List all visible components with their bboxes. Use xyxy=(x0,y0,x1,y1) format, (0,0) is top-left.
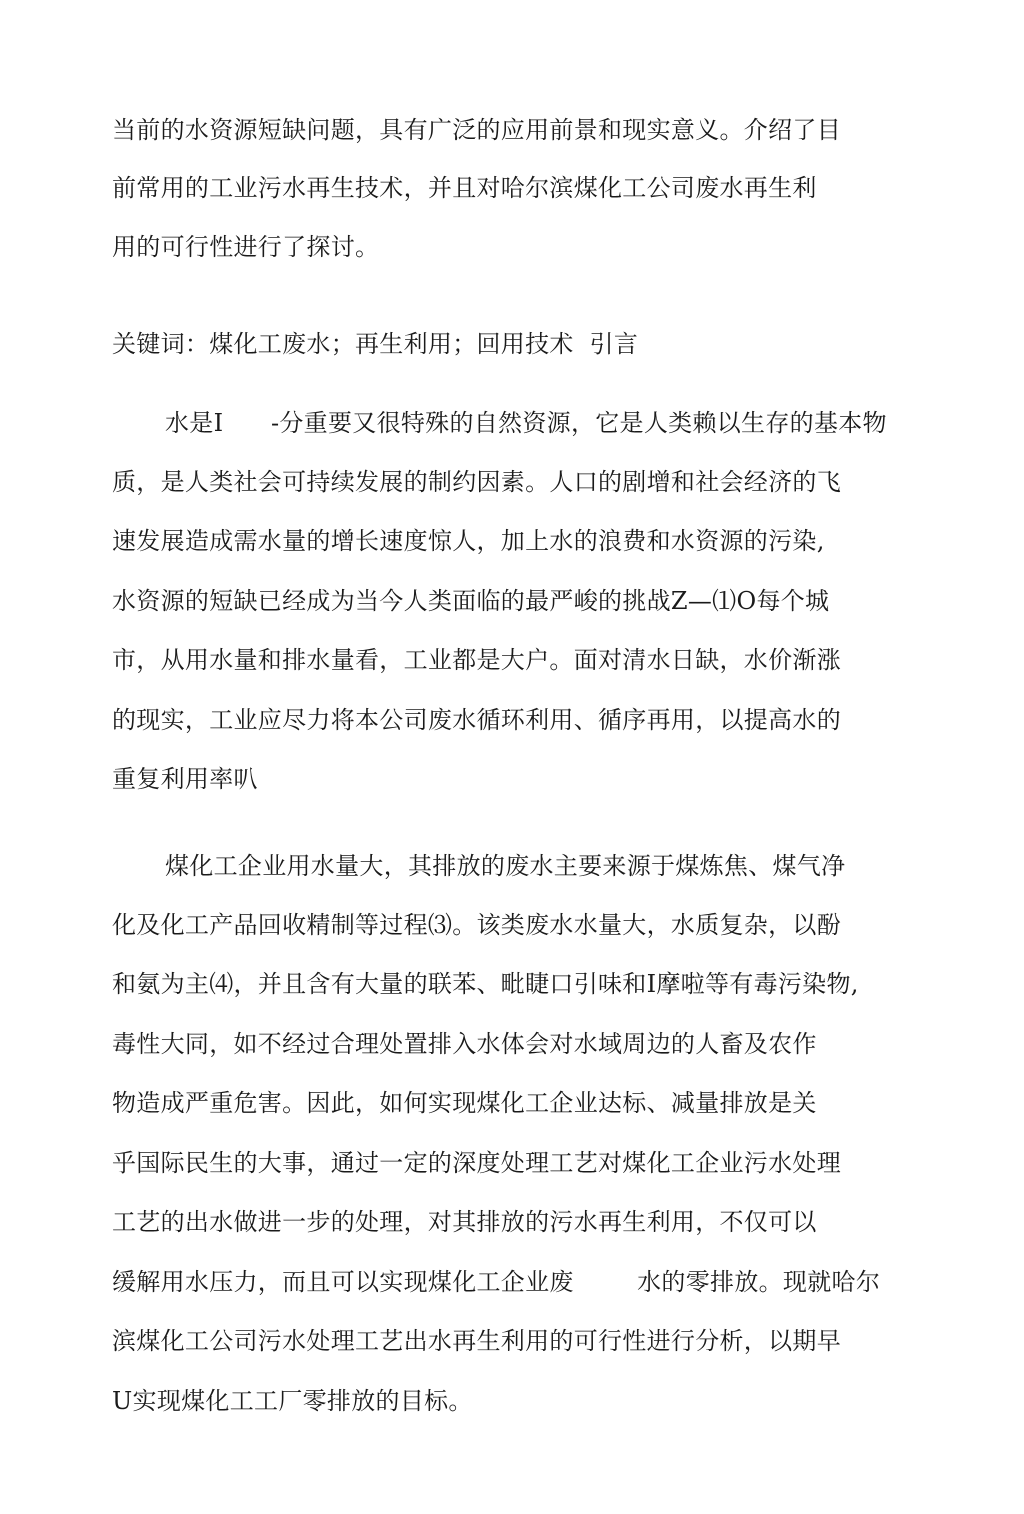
keywords-line: 关键词：煤化工废水；再生利用；回用技术 引言 xyxy=(112,330,639,358)
paragraph-line: 滨煤化工公司污水处理工艺出水再生利用的可行性进行分析，以期早 xyxy=(112,1327,841,1355)
paragraph-line: 化及化工产品回收精制等过程⑶。该类废水水量大，水质复杂，以酚 xyxy=(112,911,841,939)
paragraph-line: 质，是人类社会可持续发展的制约因素。人口的剧增和社会经济的飞 xyxy=(112,468,841,496)
paragraph-line: U实现煤化工工厂零排放的目标。 xyxy=(112,1387,473,1415)
paragraph-line: 缓解用水压力，而且可以实现煤化工企业废 水的零排放。现就哈尔 xyxy=(112,1268,881,1296)
paragraph-line: 和氨为主⑷，并且含有大量的联苯、毗睫口引味和I摩啦等有毒污染物, xyxy=(112,970,859,998)
abstract-line: 当前的水资源短缺问题，具有广泛的应用前景和现实意义。介绍了目 xyxy=(112,116,841,144)
paragraph-line: 速发展造成需水量的增长速度惊人，加上水的浪费和水资源的污染, xyxy=(112,527,825,555)
paragraph-line: 水是I -分重要又很特殊的自然资源，它是人类赖以生存的基本物 xyxy=(165,409,887,437)
paragraph-line: 重复利用率叭 xyxy=(112,765,258,793)
abstract-line: 前常用的工业污水再生技术，并且对哈尔滨煤化工公司废水再生利 xyxy=(112,174,817,202)
abstract-line: 用的可行性进行了探讨。 xyxy=(112,233,380,261)
paragraph-line: 乎国际民生的大事，通过一定的深度处理工艺对煤化工企业污水处理 xyxy=(112,1149,841,1177)
paragraph-line: 毒性大同，如不经过合理处置排入水体会对水域周边的人畜及农作 xyxy=(112,1030,817,1058)
paragraph-line: 市，从用水量和排水量看，工业都是大户。面对清水日缺，水价渐涨 xyxy=(112,646,841,674)
paragraph-line: 的现实，工业应尽力将本公司废水循环利用、循序再用，以提高水的 xyxy=(112,706,841,734)
paragraph-line: 水资源的短缺已经成为当今人类面临的最严峻的挑战Z—⑴O每个城 xyxy=(112,587,830,615)
paragraph-line: 物造成严重危害。因此，如何实现煤化工企业达标、减量排放是关 xyxy=(112,1089,817,1117)
paragraph-line: 煤化工企业用水量大，其排放的废水主要来源于煤炼焦、煤气净 xyxy=(165,852,846,880)
paragraph-line: 工艺的出水做进一步的处理，对其排放的污水再生利用，不仅可以 xyxy=(112,1208,817,1236)
